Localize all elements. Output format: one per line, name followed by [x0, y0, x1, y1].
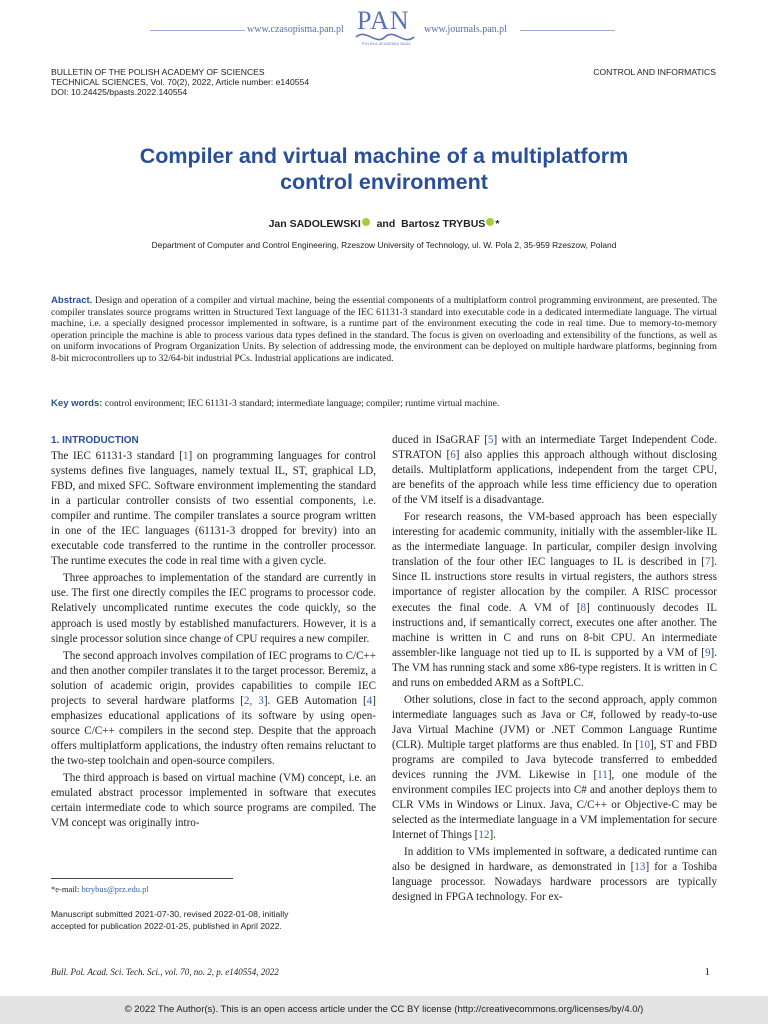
author-trybus: Bartosz TRYBUS — [401, 218, 486, 230]
abstract-text: Design and operation of a compiler and virtual machine, being the essential components of a multiplatform control programming environment, are presented. The compiler translates source programs written in Structured Text language of the IEC 61131-3 standard into executable code in a dedicated intermediate language. The virtual machine, i.e. a specially designed processor implemented in software, is a runtime part of the environment executing the code in real time. Due to memory-to-memory operation principle the machine is able to process various data types defined in the standard. The focus is given on overloading and extensibility of the functions, as well as on uniform invocations of Program Organization Units. By selection of addressing mode, the environment can be deployed on multiple hardware platforms, beginning from 8-bit microcontrollers up to 32/64-bit industrial PCs. Industrial applications are indicated. — [51, 295, 717, 364]
text-run: ]. — [489, 829, 496, 842]
citation-link[interactable]: 12 — [478, 829, 490, 842]
text-run: ] also applies this approach although without disclosing details. Multiplatform applications, independent from the target CPU, are benefits of the approach while less time efficiency due to operation of the VM itself is a disadvantage. — [392, 449, 717, 507]
footnote-rule — [51, 878, 233, 879]
abstract-label: Abstract. — [51, 295, 93, 306]
pan-logo-subtitle: POLSKA AKADEMIA NAUK — [362, 42, 412, 46]
orcid-icon[interactable] — [362, 218, 370, 226]
citation-link[interactable]: 6 — [450, 449, 456, 462]
citation-link[interactable]: 2, 3 — [243, 694, 264, 707]
text-run: ] with an intermediate Target Independent Code. STRATON [ — [392, 434, 717, 462]
citation-link[interactable]: 11 — [597, 769, 608, 782]
manuscript-line-1: Manuscript submitted 2021-07-30, revised 2022-01-08, initially — [51, 909, 289, 919]
paragraph — [392, 433, 717, 508]
left-column — [51, 449, 376, 831]
text-run: The IEC 61131-3 standard [ — [51, 450, 183, 462]
top-rule-left — [150, 30, 245, 31]
citation-link[interactable]: 1 — [182, 450, 189, 462]
keywords-label: Key words: — [51, 398, 103, 409]
title-line-2: control environment — [280, 170, 488, 194]
text-run: ] continuously decodes IL instructions and, if semantically correct, executes one after another. The machine is written in C and runs on 8-bit CPU. An intermediate assembler-like language not tied up to IL is supported by a VM of [ — [392, 601, 718, 659]
text-run: ], one module of the environment compiles IEC projects into C# and another deploys them to CLR VMs in Windows or Linux. Java, C/C++ or Objective-C may be selected as the intermediate language in a VM implementation for secure Internet of Things [ — [392, 769, 717, 842]
journal-name: BULLETIN OF THE POLISH ACADEMY OF SCIENCES — [51, 67, 265, 77]
authors-and: and — [376, 218, 396, 230]
text-run: ]. GEB Automation [ — [263, 694, 367, 707]
keywords-text: control environment; IEC 61131-3 standard; intermediate language; compiler; runtime virtual machine. — [104, 398, 500, 409]
right-column — [392, 433, 717, 905]
paragraph — [392, 693, 717, 843]
citation-link[interactable]: 5 — [487, 434, 494, 446]
paragraph: The third approach is based on virtual machine (VM) concept, i.e. an emulated abstract processor implemented in software that executes certain intermediate code to which source programs are compiled. The VM concept was originally intro- — [51, 771, 376, 830]
top-banner — [0, 0, 768, 52]
authors — [0, 218, 768, 230]
paragraph — [51, 649, 376, 769]
top-rule-right — [520, 30, 615, 31]
citation-link[interactable]: 7 — [704, 556, 711, 569]
corresponding-star: * — [495, 218, 500, 230]
keywords — [51, 398, 717, 410]
footer-citation: Bull. Pol. Acad. Sci. Tech. Sci., vol. 70, no. 2, p. e140554, 2022 — [51, 967, 279, 977]
section-heading-introduction: 1. INTRODUCTION — [51, 435, 139, 446]
paragraph — [392, 845, 717, 905]
doi: DOI: 10.24425/bpasts.2022.140554 — [51, 87, 188, 98]
url-journals-link[interactable]: www.journals.pan.pl — [424, 24, 507, 35]
journal-volume: TECHNICAL SCIENCES, Vol. 70(2), 2022, Article number: e140554 — [51, 77, 310, 88]
citation-link[interactable]: 4 — [366, 694, 373, 707]
text-run: ] emphasizes educational applications of its software by using open-source C/C++ compilers in the second step. Despite that the approach offers multiplatform applications, the industry often remains reluctant to the two-step toolchain and open-source compilers. — [51, 694, 376, 767]
citation-link[interactable]: 9 — [704, 646, 711, 659]
text-run: The second approach involves compilation of IEC programs to C/C++ and then another compiler translates it to the target processor. Beremiz, a solution of academic origin, provides capabilities to compile IEC projects to several hardware platforms [ — [51, 649, 376, 707]
author-sadolewski: Jan SADOLEWSKI — [268, 218, 361, 230]
text-run: ], ST and FBD programs are compiled to Java bytecode transferred to embedded devices running the JVM. Likewise in [ — [392, 738, 717, 782]
text-run: For research reasons, the VM-based approach has been especially interesting for academic community, initially with the assembler-like IL as the intermediate language. In particular, compiler design involving translation of the four other IEC languages to IL is described in [ — [392, 511, 717, 569]
affiliation: Department of Computer and Control Engineering, Rzeszow University of Technology, ul. W. Pola 2, 35-959 Rzeszow, Poland — [151, 240, 617, 250]
email-link[interactable]: btrybus@prz.edu.pl — [81, 884, 149, 894]
text-run: ] for a Toshiba language processor. Nowadays hardware processors are typically designed in FPGA technology. For ex- — [392, 861, 717, 904]
email-label: *e-mail: — [51, 884, 80, 894]
abstract — [51, 295, 717, 364]
citation-link[interactable]: 10 — [638, 738, 650, 751]
license-text: © 2022 The Author(s). This is an open access article under the CC BY license (http://creativecommons.org/licenses/by/4.0/) — [124, 1004, 644, 1015]
paragraph — [51, 449, 376, 569]
journal-header — [51, 67, 309, 98]
article-title — [40, 143, 728, 195]
paragraph: Three approaches to implementation of the standard are currently in use. The first one directly compiles the IEC programs to processor code. Relatively uncomplicated runtime executes the code quickly, so the approach is used mostly by established manufacturers. However, it is a single processor solution since change of CPU requires a new compiler. — [51, 572, 376, 645]
page-number: 1 — [704, 966, 710, 978]
text-run: ]. Since IL instructions store results in virtual registers, the authors stress importance of register allocation by the compiler. A RISC processor executes the final code. A VM of [ — [392, 556, 717, 614]
orcid-icon[interactable] — [486, 218, 494, 226]
footnote-email — [51, 884, 149, 894]
url-czasopisma-link[interactable]: www.czasopisma.pan.pl — [247, 24, 344, 35]
manuscript-dates — [51, 908, 288, 932]
title-line-1: Compiler and virtual machine of a multiplatform — [139, 144, 629, 168]
manuscript-line-2: accepted for publication 2022-01-25, published in April 2022. — [51, 921, 282, 931]
text-run: ]. The VM has running stack and some x86-type registers. It is written in C and runs on embedded ARM as a SoftPLC. — [392, 646, 717, 689]
text-run: ] on programming languages for control systems defines five languages, namely textual IL, ST, graphical LD, FBD, and mixed SFC. Software environment implementing the standard in a particular controller consists of two essential components, i.e. compiler and runtime. The compiler translates a source program written in one of the IEC languages (61131-3 dropped for brevity) into an executable code transferred to the runtime in the controller processor. The runtime executes the code in real time with a given cycle. — [51, 450, 376, 568]
paragraph — [392, 510, 717, 691]
text-run: In addition to VMs implemented in software, a dedicated runtime can also be designed in hardware, as demonstrated in [ — [392, 846, 717, 874]
citation-link[interactable]: 8 — [580, 601, 587, 614]
text-run: duced in ISaGRAF [ — [392, 434, 488, 446]
pan-logo: PAN — [357, 6, 410, 35]
section-label: CONTROL AND INFORMATICS — [593, 67, 716, 77]
text-run: Other solutions, close in fact to the second approach, apply common intermediate languages such as Java or C#, followed by ready-to-use Java Virtual Machine (JVM) or .NET Common Language Runtime (CLR). Multiple target platforms are thus enabled. In [ — [392, 693, 717, 751]
citation-link[interactable]: 13 — [634, 861, 646, 874]
license-bar — [0, 996, 768, 1024]
